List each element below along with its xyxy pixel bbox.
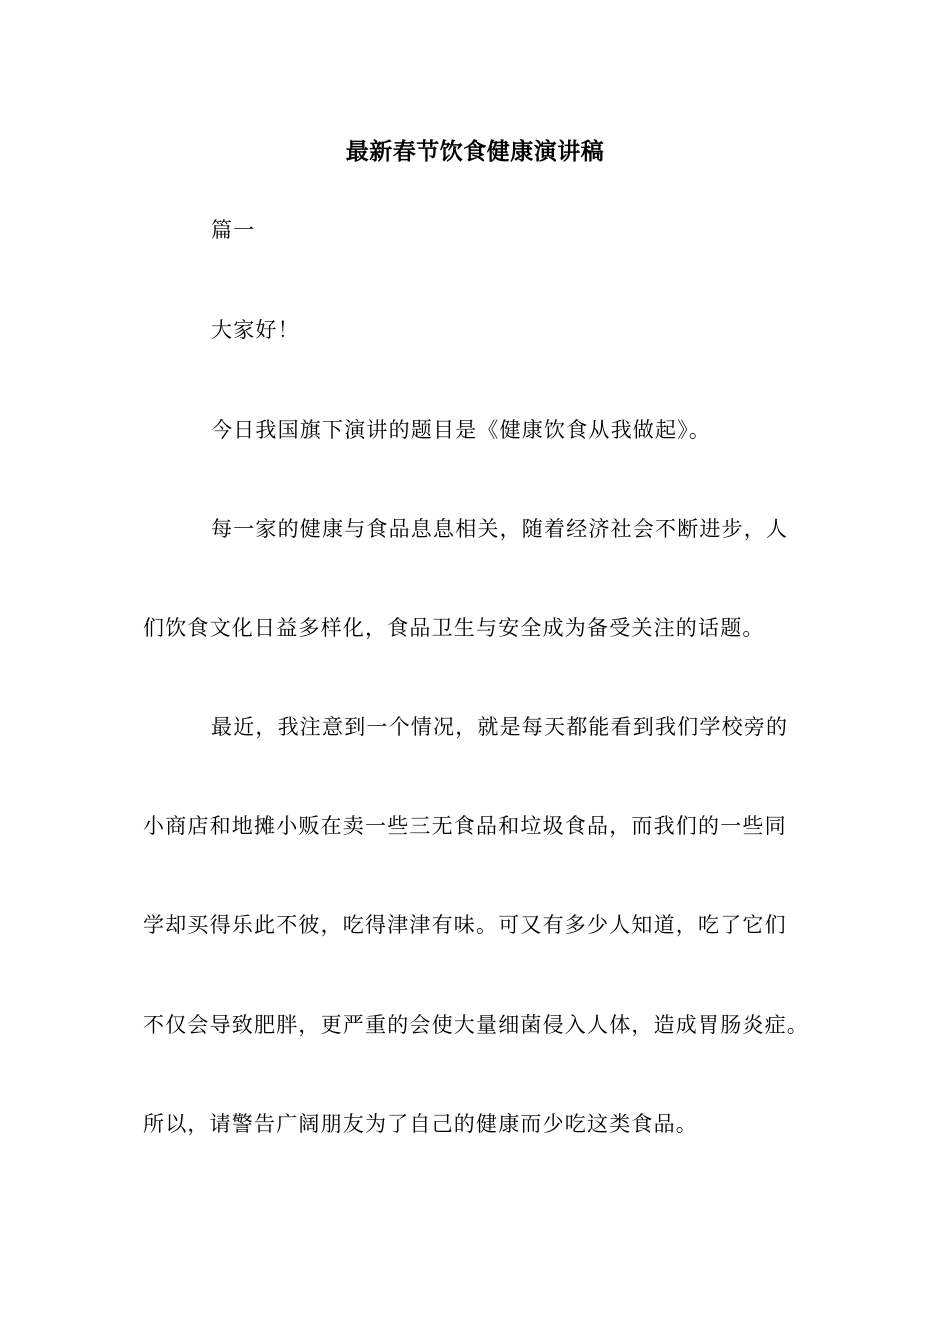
paragraph-line: 们饮食文化日益多样化，食品卫生与安全成为备受关注的话题。 bbox=[143, 616, 765, 640]
section-heading: 篇一 bbox=[211, 218, 256, 242]
paragraph-line: 不仅会导致肥胖，更严重的会使大量细菌侵入人体，造成胃肠炎症。 bbox=[143, 1013, 809, 1037]
paragraph-line: 最近，我注意到一个情况，就是每天都能看到我们学校旁的 bbox=[211, 715, 789, 739]
paragraph-line: 每一家的健康与食品息息相关，随着经济社会不断进步，人 bbox=[211, 517, 789, 541]
greeting-line: 大家好！ bbox=[211, 318, 300, 342]
paragraph-line: 学却买得乐此不彼，吃得津津有味。可又有多少人知道，吃了它们 bbox=[143, 913, 787, 937]
document-title: 最新春节饮食健康演讲稿 bbox=[345, 138, 605, 165]
paragraph-line: 小商店和地摊小贩在卖一些三无食品和垃圾食品，而我们的一些同 bbox=[143, 814, 787, 838]
paragraph-line: 今日我国旗下演讲的题目是《健康饮食从我做起》。 bbox=[211, 418, 712, 442]
paragraph-line: 所以，请警告广阔朋友为了自己的健康而少吃这类食品。 bbox=[143, 1112, 698, 1136]
